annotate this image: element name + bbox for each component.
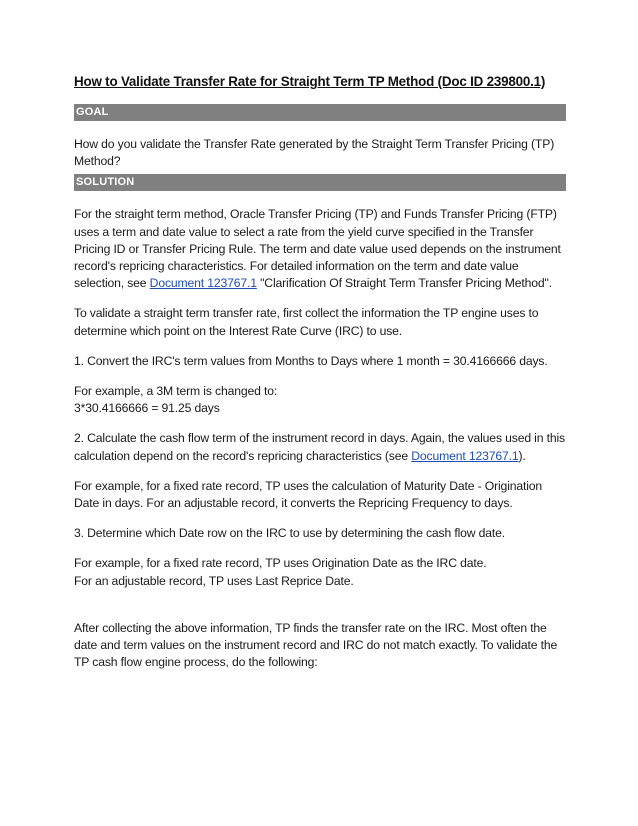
example-line: For an adjustable record, TP uses Last Reprice Date.: [74, 573, 354, 588]
document-title: How to Validate Transfer Rate for Straight Term TP Method (Doc ID 239800.1): [74, 74, 546, 89]
document-link[interactable]: Document 123767.1: [149, 276, 257, 291]
paragraph-text: For the straight term method, Oracle Transfer Pricing (TP) and Funds Transfer Pricing (FTP) uses a term and date value to select a rate from the yield curve specified in the Transfer Pricing ID or Transfer Pricing Rule. The term and date value used depends on the instrument record's repricing characteristics. For detailed information on the term and date value selection, see: [74, 207, 561, 291]
paragraph-text: 2. Calculate the cash flow term of the instrument record in days. Again, the values used in this calculation depend on the record's repricing characteristics (see: [74, 431, 565, 463]
example-line: For example, a 3M term is changed to:: [74, 384, 278, 399]
closing-paragraph: After collecting the above information, TP finds the transfer rate on the IRC. Most often the date and term values on the instrument record and IRC do not match exactly. To validate the TP cash flow engine process, do the following:: [74, 620, 558, 670]
goal-section-header: GOAL: [74, 104, 566, 121]
step-3-example: [74, 555, 566, 589]
example-line: 3*30.4166666 = 91.25 days: [74, 401, 220, 416]
solution-paragraph-2: To validate a straight term transfer rate, first collect the information the TP engine uses to determine which point on the Interest Rate Curve (IRC) to use.: [74, 306, 539, 338]
solution-paragraph-1: [74, 206, 566, 292]
step-1-example: [74, 383, 566, 417]
document-page: [74, 72, 566, 671]
step-2-paragraph: [74, 430, 566, 464]
paragraph-text: ).: [518, 448, 526, 463]
paragraph-text: "Clarification Of Straight Term Transfer Pricing Method".: [256, 276, 552, 291]
step-3-paragraph: 3. Determine which Date row on the IRC to use by determining the cash flow date.: [74, 526, 506, 541]
step-2-example: For example, for a fixed rate record, TP uses the calculation of Maturity Date - Origination Date in days. For an adjustable record, it converts the Repricing Frequency to days.: [74, 478, 543, 511]
step-1-paragraph: 1. Convert the IRC's term values from Months to Days where 1 month = 30.4166666 days.: [74, 353, 548, 368]
document-link[interactable]: Document 123767.1: [411, 448, 519, 463]
example-line: For example, for a fixed rate record, TP uses Origination Date as the IRC date.: [74, 556, 487, 571]
goal-text: How do you validate the Transfer Rate generated by the Straight Term Transfer Pricing (TP) Method?: [74, 137, 555, 169]
solution-section-header: SOLUTION: [74, 174, 566, 191]
